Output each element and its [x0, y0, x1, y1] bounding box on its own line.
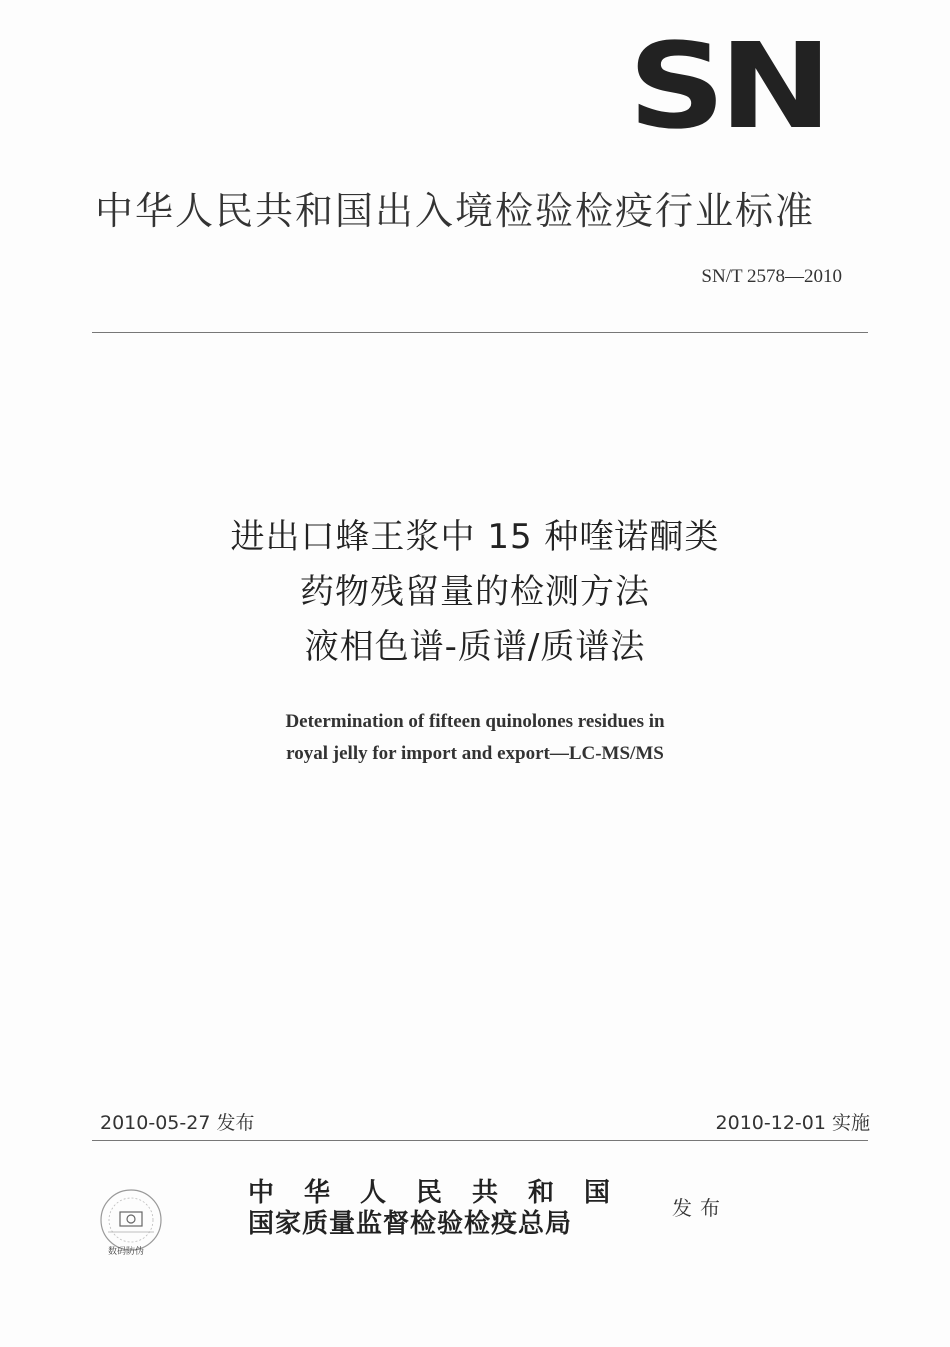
- publisher-line-2: 国家质量监督检验检疫总局: [248, 1209, 573, 1238]
- bottom-divider: [92, 1140, 868, 1141]
- english-title-line-1: Determination of fifteen quinolones residues in: [285, 711, 665, 732]
- chinese-title-line-2: 药物残留量的检测方法: [300, 572, 650, 612]
- publish-label: 发布: [672, 1196, 728, 1220]
- implementation-date: 2010-12-01 实施: [715, 1112, 870, 1134]
- english-title: [0, 706, 950, 770]
- chinese-title-line-3: 液相色谱-质谱/质谱法: [304, 627, 646, 667]
- english-title-line-2: royal jelly for import and export—LC-MS/MS: [286, 743, 664, 764]
- publisher-line-1: 中华人民共和国: [248, 1178, 641, 1207]
- standard-number: SN/T 2578—2010: [701, 266, 842, 287]
- publisher-block: [248, 1178, 640, 1240]
- sn-logo: SN: [628, 17, 826, 155]
- issue-date: 2010-05-27 发布: [100, 1112, 255, 1134]
- organization-title: 中华人民共和国出入境检验检疫行业标准: [95, 189, 816, 233]
- chinese-title-line-1: 进出口蜂王浆中 15 种喹诺酮类: [230, 517, 720, 557]
- chinese-title: [0, 510, 950, 675]
- seal-caption: 数码防伪: [108, 1247, 145, 1257]
- top-divider: [92, 332, 868, 333]
